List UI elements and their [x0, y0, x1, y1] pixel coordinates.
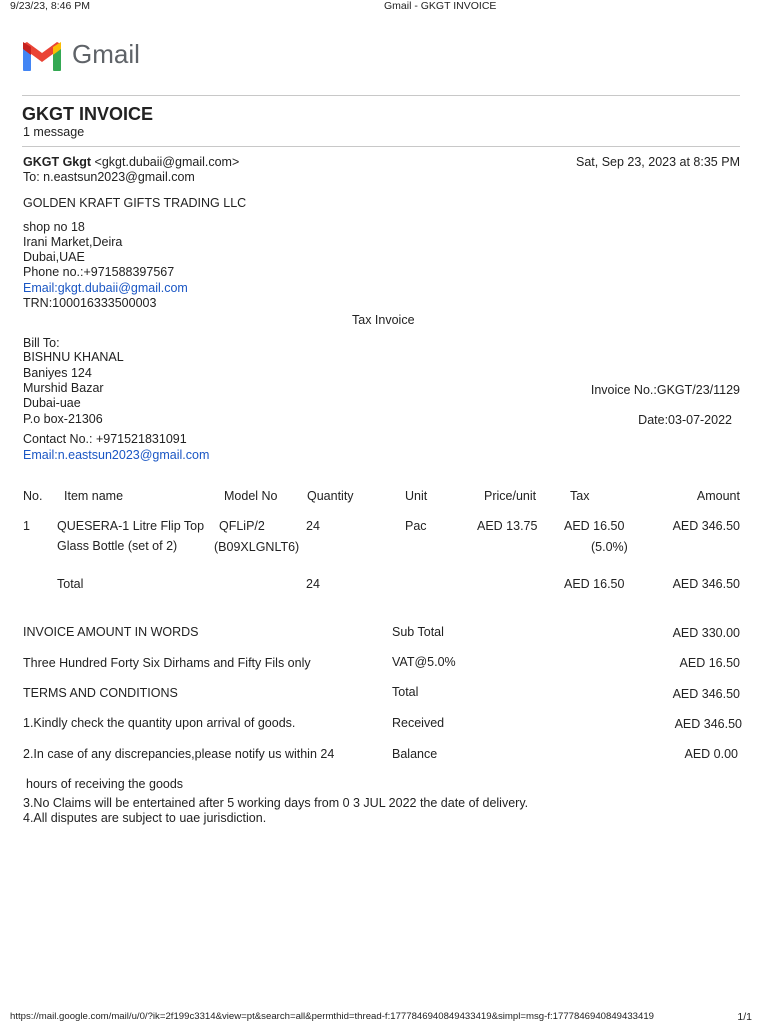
subtotal-value: AED 330.00: [672, 626, 740, 640]
term-3: 3.No Claims will be entertained after 5 working days from 0 3 JUL 2022 the date of delivery.: [23, 796, 529, 810]
message-date: Sat, Sep 23, 2023 at 8:35 PM: [575, 155, 740, 169]
company-email-link[interactable]: Email:gkgt.dubaii@gmail.com: [23, 281, 188, 295]
balance-value: AED 0.00: [684, 747, 738, 761]
bill-to-contact: Contact No.: +971521831091: [23, 432, 187, 446]
row-qty: 24: [306, 519, 320, 533]
row-price: AED 13.75: [477, 519, 538, 533]
document-title: Tax Invoice: [352, 313, 415, 327]
term-1: 1.Kindly check the quantity upon arrival of goods.: [23, 716, 296, 730]
row-item-line-1: QUESERA-1 Litre Flip Top: [57, 519, 205, 533]
bill-to-line-3: Dubai-uae: [23, 396, 81, 410]
recipient: To: n.eastsun2023@gmail.com: [23, 170, 195, 184]
bill-to-label: Bill To:: [23, 336, 60, 350]
bill-to-name: BISHNU KHANAL: [23, 350, 124, 364]
company-name: GOLDEN KRAFT GIFTS TRADING LLC: [23, 196, 247, 210]
received-value: AED 346.50: [674, 717, 742, 731]
message-count: 1 message: [23, 125, 85, 139]
company-trn: TRN:100016333500003: [23, 296, 157, 310]
col-header-unit: Unit: [405, 489, 428, 503]
col-header-amount: Amount: [696, 489, 740, 503]
row-amount: AED 346.50: [672, 519, 740, 533]
sender-name: GKGT Gkgt: [23, 155, 92, 169]
total-amount: AED 346.50: [672, 577, 740, 591]
grand-total-value: AED 346.50: [672, 687, 740, 701]
grand-total-label: Total: [392, 685, 419, 699]
total-qty: 24: [306, 577, 320, 591]
total-label: Total: [57, 577, 84, 591]
gmail-logo[interactable]: [22, 40, 147, 74]
row-unit: Pac: [405, 519, 427, 533]
vat-label: VAT@5.0%: [392, 655, 456, 669]
divider: [22, 146, 740, 147]
term-2a: 2.In case of any discrepancies,please notify us within 24: [23, 747, 335, 761]
footer-url: https://mail.google.com/mail/u/0/?ik=2f199c3314&view=pt&search=all&permthid=thread-f:1777846940849433419&simpl=msg-f:1777846940849433419: [10, 1011, 655, 1022]
gmail-wordmark: Gmail: [72, 39, 140, 69]
divider: [22, 95, 740, 96]
footer-page-number: 1/1: [737, 1011, 752, 1023]
col-header-model: Model No: [224, 489, 278, 503]
words-heading: INVOICE AMOUNT IN WORDS: [23, 625, 199, 639]
row-tax: AED 16.50: [564, 519, 625, 533]
row-item-line-2: Glass Bottle (set of 2): [57, 539, 178, 553]
invoice-number: Invoice No.:GKGT/23/1129: [590, 383, 740, 397]
company-address-2: Irani Market,Deira: [23, 235, 123, 249]
col-header-tax: Tax: [570, 489, 590, 503]
subtotal-label: Sub Total: [392, 625, 444, 639]
amount-in-words: Three Hundred Forty Six Dirhams and Fifty Fils only: [23, 656, 311, 670]
sender-email[interactable]: <gkgt.dubaii@gmail.com>: [94, 155, 240, 169]
term-2b: hours of receiving the goods: [26, 777, 184, 791]
term-4: 4.All disputes are subject to uae jurisdiction.: [23, 811, 267, 825]
invoice-date: Date:03-07-2022: [638, 413, 732, 427]
col-header-no: No.: [23, 489, 43, 503]
print-page-title: Gmail - GKGT INVOICE: [384, 0, 497, 12]
bill-to-line-4: P.o box-21306: [23, 412, 103, 426]
terms-heading: TERMS AND CONDITIONS: [23, 686, 178, 700]
row-no: 1: [23, 519, 30, 533]
bill-to-line-1: Baniyes 124: [23, 366, 92, 380]
vat-value: AED 16.50: [679, 656, 740, 670]
gmail-m-icon: [22, 41, 62, 73]
row-tax-rate: (5.0%): [591, 540, 628, 554]
print-datetime: 9/23/23, 8:46 PM: [10, 0, 90, 12]
total-tax: AED 16.50: [564, 577, 625, 591]
balance-label: Balance: [392, 747, 438, 761]
company-address-1: shop no 18: [23, 220, 85, 234]
received-label: Received: [392, 716, 445, 730]
company-phone: Phone no.:+971588397567: [23, 265, 175, 279]
col-header-qty: Quantity: [307, 489, 354, 503]
company-address-3: Dubai,UAE: [23, 250, 85, 264]
sender: [23, 155, 239, 170]
col-header-item: Item name: [64, 489, 124, 503]
row-model-line-2: (B09XLGNLT6): [214, 540, 300, 554]
row-model-line-1: QFLiP/2: [219, 519, 265, 533]
thread-subject: GKGT INVOICE: [22, 104, 154, 124]
bill-to-line-2: Murshid Bazar: [23, 381, 104, 395]
col-header-price: Price/unit: [484, 489, 537, 503]
bill-to-email-link[interactable]: Email:n.eastsun2023@gmail.com: [23, 448, 210, 462]
